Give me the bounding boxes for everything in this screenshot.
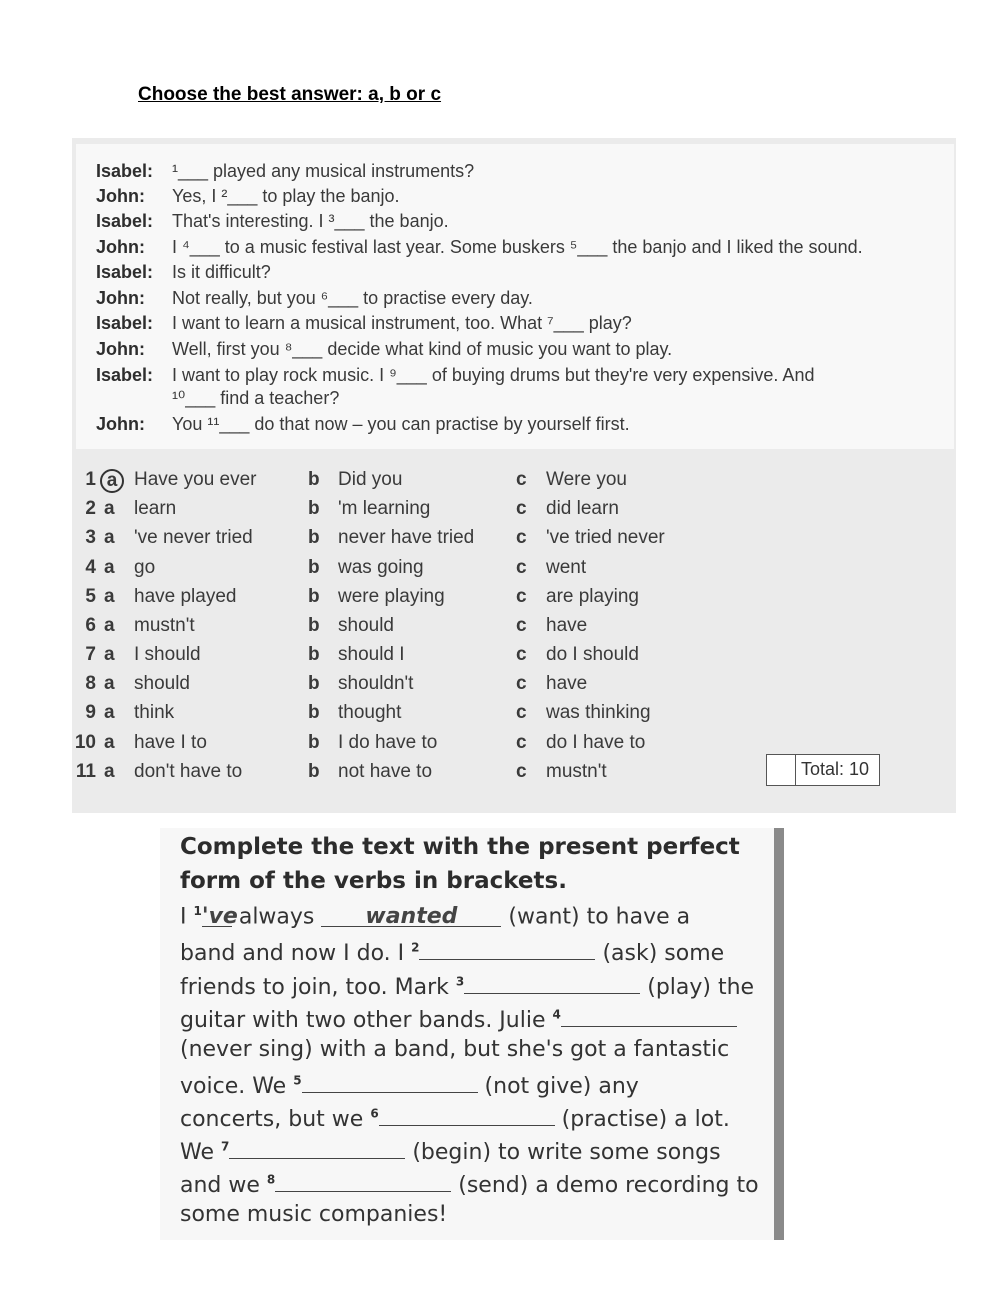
circled-answer: a: [100, 469, 124, 493]
dialogue-line: John: Well, first you ⁸___ decide what kind of music you want to play.: [96, 339, 673, 359]
text-line: guitar with two other bands. Julie $^4$: [180, 1004, 737, 1033]
option-a[interactable]: should: [134, 673, 190, 694]
dialogue-line: ¹⁰___ find a teacher?: [172, 388, 340, 408]
answer-blank-1[interactable]: wanted: [321, 904, 501, 927]
text-line: concerts, but we $^6$ (practise) a lot.: [180, 1103, 730, 1132]
text-line: friends to join, too. Mark $^3$ (play) the: [180, 971, 754, 1000]
multiple-choice-exercise: [72, 138, 956, 813]
option-a[interactable]: don't have to: [134, 761, 243, 782]
answer-blank-8[interactable]: [275, 1169, 451, 1192]
exercise-title-line2: form of the verbs in brackets.: [180, 868, 567, 894]
option-a[interactable]: have played: [134, 586, 237, 607]
answer-blank-3[interactable]: [464, 971, 640, 994]
option-row: 5 a have played b were playing c are playing: [85, 586, 639, 607]
option-c[interactable]: mustn't: [546, 761, 607, 782]
page-edge-shadow: [774, 828, 784, 1240]
present-perfect-exercise: [160, 828, 784, 1240]
score-input[interactable]: [767, 755, 796, 785]
option-b[interactable]: should I: [338, 644, 405, 665]
option-b[interactable]: was going: [338, 557, 424, 578]
dialogue-line: John: Yes, I ²___ to play the banjo.: [96, 186, 400, 206]
option-c[interactable]: have: [546, 615, 588, 636]
option-b[interactable]: I do have to: [338, 732, 438, 753]
answer-blank-4[interactable]: [561, 1004, 737, 1027]
dialogue-line: Isabel: Is it difficult?: [96, 262, 271, 282]
option-a[interactable]: mustn't: [134, 615, 195, 636]
option-c[interactable]: 've tried never: [546, 527, 665, 548]
answer-blank-7[interactable]: [229, 1136, 405, 1159]
option-row: 8 a should b shouldn't c have: [85, 673, 588, 694]
text-line: some music companies!: [180, 1202, 448, 1227]
option-row: 9 a think b thought c was thinking: [85, 702, 651, 723]
page-heading: Choose the best answer: a, b or c: [138, 84, 442, 105]
option-b[interactable]: Did you: [338, 469, 403, 490]
option-row: 2 a learn b 'm learning c did learn: [85, 498, 619, 519]
score-box: [766, 754, 880, 786]
option-row: 7 a I should b should I c do I should: [85, 644, 639, 665]
option-row: 6 a mustn't b should c have: [85, 615, 588, 636]
answer-blank-6[interactable]: [379, 1103, 555, 1126]
exercise-title-line1: Complete the text with the present perfect: [180, 834, 740, 860]
option-row: 10 a have I to b I do have to c do I have to: [74, 732, 646, 753]
option-b[interactable]: were playing: [338, 586, 445, 607]
option-c[interactable]: are playing: [546, 586, 639, 607]
dialogue-line: John: I ⁴___ to a music festival last year. Some buskers ⁵___ the banjo and I liked the sound.: [96, 237, 863, 257]
option-c[interactable]: do I should: [546, 644, 639, 665]
text-line: voice. We $^5$ (not give) any: [180, 1070, 639, 1099]
dialogue-line: Isabel: ¹___ played any musical instruments?: [96, 161, 475, 181]
option-b[interactable]: not have to: [338, 761, 433, 782]
text-line: I $^1$'ve always wanted (want) to have a: [180, 904, 691, 930]
option-b[interactable]: should: [338, 615, 394, 636]
total-label: Total: 10: [801, 759, 870, 779]
text-line: (never sing) with a band, but she's got a fantastic: [180, 1037, 730, 1062]
option-row: 1 a Have you ever b Did you c Were you: [85, 469, 627, 491]
dialogue-box: [76, 144, 954, 449]
text-line: band and now I do. I $^2$ (ask) some: [180, 937, 724, 966]
dialogue-line: Isabel: That's interesting. I ³___ the banjo.: [96, 211, 449, 231]
option-a[interactable]: 've never tried: [134, 527, 253, 548]
example-short-answer: 've: [201, 904, 238, 930]
option-a[interactable]: I should: [134, 644, 201, 665]
option-c[interactable]: Were you: [546, 469, 627, 490]
option-b[interactable]: 'm learning: [338, 498, 431, 519]
text-line: and we $^8$ (send) a demo recording to: [180, 1169, 759, 1198]
text-line: We $^7$ (begin) to write some songs: [180, 1136, 721, 1165]
option-b[interactable]: shouldn't: [338, 673, 414, 694]
dialogue-line: Isabel: I want to play rock music. I ⁹___ of buying drums but they're very expensive. And: [96, 365, 815, 385]
dialogue-line: John: Not really, but you ⁶___ to practise every day.: [96, 288, 533, 308]
option-c[interactable]: was thinking: [546, 702, 651, 723]
option-row: 11 a don't have to b not have to c mustn't: [75, 761, 607, 782]
dialogue-line: Isabel: I want to learn a musical instrument, too. What ⁷___ play?: [96, 313, 632, 333]
option-b[interactable]: thought: [338, 702, 402, 723]
option-c[interactable]: have: [546, 673, 588, 694]
answer-blank-2[interactable]: [419, 937, 595, 960]
option-c[interactable]: did learn: [546, 498, 619, 519]
option-a[interactable]: think: [134, 702, 175, 723]
option-row: 3 a 've never tried b never have tried c 've tried never: [85, 527, 665, 548]
option-a[interactable]: Have you ever: [134, 469, 257, 490]
option-a[interactable]: have I to: [134, 732, 207, 753]
answer-blank-5[interactable]: [302, 1070, 478, 1093]
option-b[interactable]: never have tried: [338, 527, 475, 548]
option-c[interactable]: do I have to: [546, 732, 646, 753]
option-c[interactable]: went: [546, 557, 587, 578]
option-a[interactable]: go: [134, 557, 156, 578]
option-a[interactable]: learn: [134, 498, 177, 519]
option-row: 4 a go b was going c went: [85, 557, 587, 578]
dialogue-line: John: You ¹¹___ do that now – you can practise by yourself first.: [96, 414, 630, 434]
